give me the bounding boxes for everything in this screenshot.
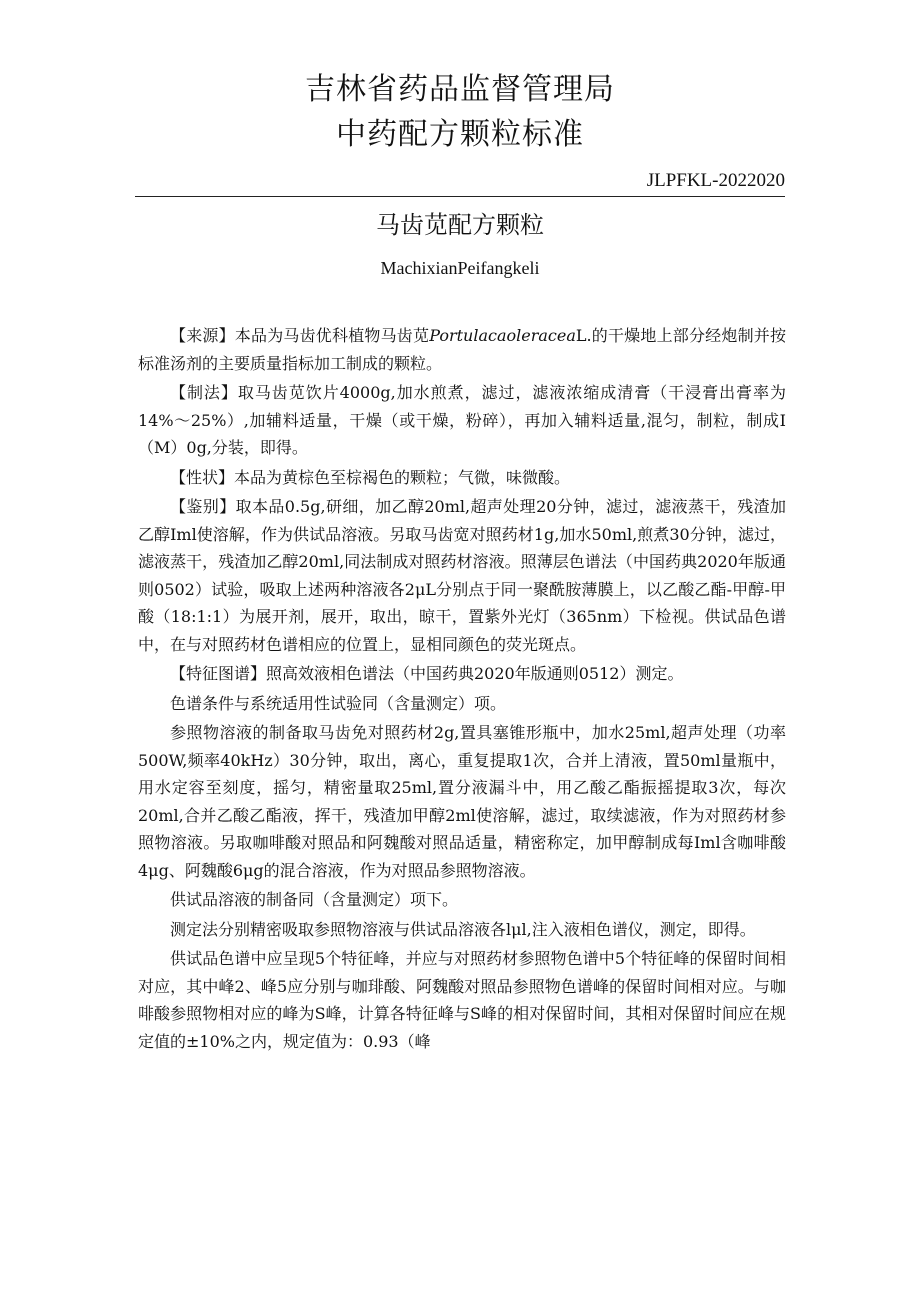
paragraph-chromatographic-conditions: 色谱条件与系统适用性试验同（含量测定）项。 <box>170 693 507 713</box>
document-body <box>138 322 786 1055</box>
header-divider <box>135 196 785 197</box>
paragraph-fingerprint: 【特征图谱】照高效液相色谱法（中国药典2020年版通则0512）测定。 <box>170 664 684 683</box>
drug-pinyin: MachixianPeifangkeli <box>380 258 540 278</box>
paragraph-preparation: 【制法】取马齿苋饮片4000g,加水煎煮，滤过，滤液浓缩成清膏（干浸膏出膏率为14%～25%）,加辅料适量，干燥（或干燥，粉碎），再加入辅料适量,混匀，制粒，制成I（M）0g,分装，即得。 <box>138 383 786 457</box>
standard-title: 中药配方颗粒标准 <box>336 117 584 152</box>
paragraph-reference-solution: 参照物溶液的制备取马齿免对照药材2g,置具塞锥形瓶中，加水25ml,超声处理（功率500W,频率40kHz）30分钟，取出，离心，重复提取1次，合并上清液，置50ml量瓶中，用水定容至刻度，摇匀，精密量取25ml,置分液漏斗中，用乙酸乙酯振摇提取3次，每次20ml,合并乙酸乙酯液，挥干，残渣加甲醇2ml使溶解，滤过，取续滤液，作为对照药材参照物溶液。另取咖啡酸对照品和阿魏酸对照品适量，精密称定，加甲醇制成每Iml含咖啡酸4μg、阿魏酸6μg的混合溶液，作为对照品参照物溶液。 <box>138 723 786 880</box>
paragraph-peaks: 供试品色谱中应呈现5个特征峰，并应与对照药材参照物色谱中5个特征峰的保留时间相对应，其中峰2、峰5应分别与咖琲酸、阿魏酸对照品参照物色谱峰的保留时间相对应。与咖啡酸参照物相对应的峰为S峰，计算各特征峰与S峰的相对保留时间，其相对保留时间应在规定值的±10%之内，规定值为：0.93（峰 <box>138 949 786 1051</box>
paragraph-identification: 【鉴别】取本品0.5g,研细，加乙醇20ml,超声处理20分钟，滤过，滤液蒸干，残渣加乙醇Iml使溶解，作为供试品溶液。另取马齿宽对照药材1g,加水50ml,煎煮30分钟，滤过，滤液蒸干，残渣加乙醇20ml,同法制成对照药材溶液。照薄层色谱法（中国药典2020年版通则0502）试验，吸取上述两种溶液各2μL分别点于同一聚酰胺薄膜上，以乙酸乙酯-甲醇-甲酸（18:1:1）为展开剂，展开，取出，晾干，置紫外光灯（365nm）下检视。供试品色谱中，在与对照药材色谱相应的位置上，显相同颜色的荧光斑点。 <box>138 497 786 654</box>
latin-name: Portulacaoleracea <box>429 326 576 345</box>
paragraph-test-solution: 供试品溶液的制备同（含量测定）项下。 <box>170 890 459 909</box>
issuer-title: 吉林省药品监督管理局 <box>305 72 615 107</box>
paragraph-procedure: 测定法分别精密吸取参照物溶液与供试品溶液各lμl,注入液相色谱仪，测定，即得。 <box>170 919 756 939</box>
paragraph-description: 【性状】本品为黄棕色至棕褐色的颗粒；气微，味微酸。 <box>170 467 571 487</box>
drug-name: 马齿苋配方颗粒 <box>376 211 544 239</box>
standard-number: JLPFKL-2022020 <box>646 170 785 191</box>
paragraph-source: 【来源】本品为马齿优科植物马齿苋PortulacaoleraceaL.的干燥地上部分经炮制并按标准汤剂的主要质量指标加工制成的颗粒。 <box>138 326 786 373</box>
